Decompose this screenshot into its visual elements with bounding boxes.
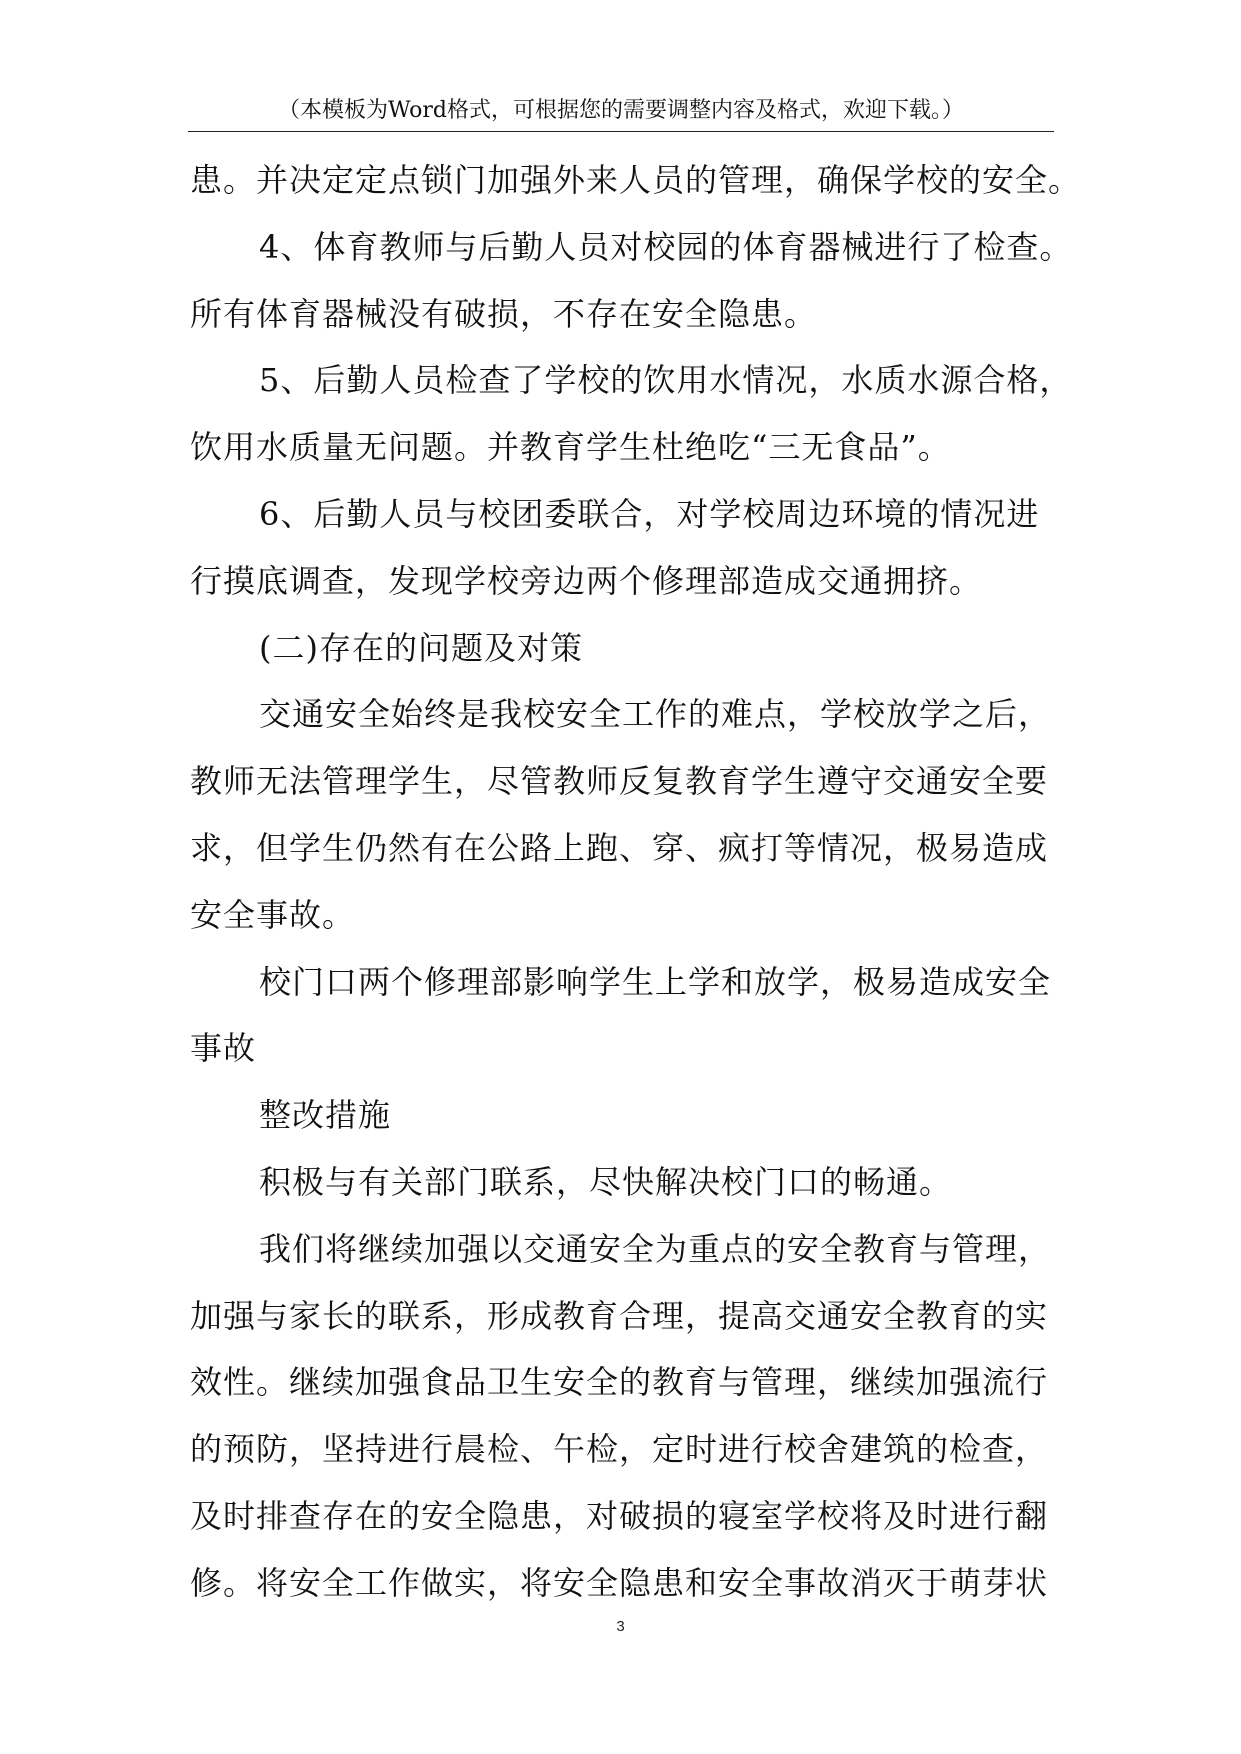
body-text-line: 积极与有关部门联系，尽快解决校门口的畅通。 xyxy=(259,1162,953,1201)
body-text-line: 行摸底调查，发现学校旁边两个修理部造成交通拥挤。 xyxy=(190,561,983,600)
body-text-line: 5、后勤人员检查了学校的饮用水情况，水质水源合格， xyxy=(259,361,1073,400)
document-body xyxy=(190,155,1082,1625)
body-text-line: 求，但学生仍然有在公路上跑、穿、疯打等情况，极易造成 xyxy=(190,828,1049,867)
body-text-line: 安全事故。 xyxy=(190,895,356,934)
body-text-line: 事故 xyxy=(190,1029,257,1068)
body-text-line: 的预防，坚持进行晨检、午检，定时进行校舍建筑的检查， xyxy=(190,1430,1049,1469)
body-text-line: 交通安全始终是我校安全工作的难点，学校放学之后， xyxy=(259,695,1052,734)
body-text-line: 校门口两个修理部影响学生上学和放学，极易造成安全 xyxy=(259,962,1052,1001)
body-text-line: 4、体育教师与后勤人员对校园的体育器械进行了检查。 xyxy=(259,227,1073,266)
page-number: 3 xyxy=(616,1618,625,1635)
body-text-line: 教师无法管理学生，尽管教师反复教育学生遵守交通安全要 xyxy=(190,762,1049,801)
body-text-line: 患。并决定定点锁门加强外来人员的管理，确保学校的安全。 xyxy=(190,161,1082,199)
body-text-line: 效性。继续加强食品卫生安全的教育与管理，继续加强流行 xyxy=(190,1363,1049,1402)
body-text-line: 修。将安全工作做实，将安全隐患和安全事故消灭于萌芽状 xyxy=(190,1563,1049,1602)
body-text-line: 加强与家长的联系，形成教育合理，提高交通安全教育的实 xyxy=(190,1296,1049,1335)
body-text-line: 整改措施 xyxy=(259,1096,392,1135)
template-note-header: （本模板为Word格式，可根据您的需要调整内容及格式，欢迎下载。） xyxy=(278,98,964,123)
body-text-line: 6、后勤人员与校团委联合，对学校周边环境的情况进 xyxy=(259,494,1040,533)
body-text-line: 所有体育器械没有破损，不存在安全隐患。 xyxy=(190,294,818,333)
body-text-line: (二)存在的问题及对策 xyxy=(259,628,583,667)
body-text-line: 饮用水质量无问题。并教育学生杜绝吃“三无食品”。 xyxy=(190,428,951,467)
body-text-line: 我们将继续加强以交通安全为重点的安全教育与管理， xyxy=(259,1229,1052,1268)
body-text-line: 及时排查存在的安全隐患，对破损的寝室学校将及时进行翻 xyxy=(190,1496,1049,1535)
header-divider xyxy=(188,131,1054,132)
